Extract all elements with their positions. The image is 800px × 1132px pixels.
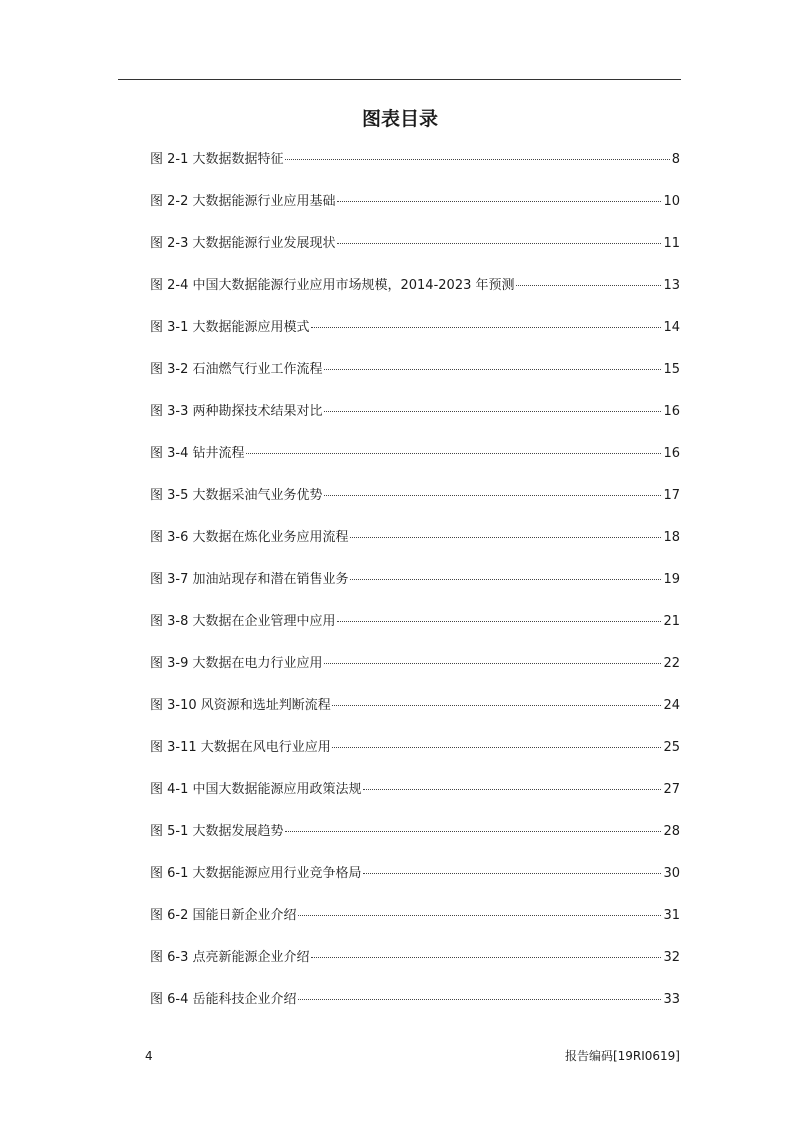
dot-leader: [337, 243, 662, 244]
dot-leader: [311, 327, 662, 328]
toc-entry-label: 图 6-1 大数据能源应用行业竞争格局: [150, 866, 362, 881]
toc-entry-label: 图 3-6 大数据在炼化业务应用流程: [150, 530, 349, 545]
toc-entry-page: 15: [663, 362, 680, 377]
dot-leader: [332, 747, 662, 748]
toc-entry[interactable]: [150, 486, 680, 528]
toc-entry-label: 图 3-8 大数据在企业管理中应用: [150, 614, 336, 629]
toc-entry[interactable]: [150, 780, 680, 822]
toc-entry-label: 图 6-4 岳能科技企业介绍: [150, 992, 297, 1007]
toc-entry[interactable]: [150, 822, 680, 864]
toc-entry[interactable]: [150, 570, 680, 612]
footer-report-code: 报告编码[19RI0619]: [564, 1049, 680, 1063]
dot-leader: [337, 621, 662, 622]
toc-entry-label: 图 3-10 风资源和选址判断流程: [150, 698, 331, 713]
page-title: 图表目录: [361, 108, 438, 130]
toc-entry-label: 图 3-1 大数据能源应用模式: [150, 320, 310, 335]
toc-entry-page: 17: [663, 488, 680, 503]
toc-entry[interactable]: [150, 402, 680, 444]
toc-entry-page: 22: [663, 656, 680, 671]
toc-entry-label: 图 3-9 大数据在电力行业应用: [150, 656, 323, 671]
toc-entry-page: 16: [663, 404, 680, 419]
toc-entry[interactable]: [150, 150, 680, 192]
toc-entry[interactable]: [150, 864, 680, 906]
toc-entry-page: 10: [663, 194, 680, 209]
dot-leader: [324, 663, 662, 664]
toc-entry[interactable]: [150, 276, 680, 318]
header-rule: [118, 79, 681, 80]
toc-entry-page: 11: [663, 236, 680, 251]
toc-entry-label: 图 3-4 钻井流程: [150, 446, 245, 461]
toc-entry-label: 图 6-3 点亮新能源企业介绍: [150, 950, 310, 965]
toc-entry-page: 13: [663, 278, 680, 293]
dot-leader: [324, 411, 662, 412]
toc-entry-page: 8: [671, 152, 680, 167]
toc-entry-page: 19: [663, 572, 680, 587]
toc-entry[interactable]: [150, 948, 680, 990]
dot-leader: [285, 159, 670, 160]
dot-leader: [298, 999, 662, 1000]
dot-leader: [324, 369, 662, 370]
dot-leader: [350, 579, 662, 580]
toc-entry[interactable]: [150, 696, 680, 738]
dot-leader: [350, 537, 662, 538]
toc-entry-label: 图 2-4 中国大数据能源行业应用市场规模，2014-2023 年预测: [150, 278, 515, 293]
toc-entry-page: 14: [663, 320, 680, 335]
dot-leader: [246, 453, 662, 454]
dot-leader: [324, 495, 662, 496]
toc-entry[interactable]: [150, 318, 680, 360]
toc-entry[interactable]: [150, 444, 680, 486]
toc-entry-page: 18: [663, 530, 680, 545]
toc-entry[interactable]: [150, 612, 680, 654]
toc-entry-label: 图 3-7 加油站现存和潜在销售业务: [150, 572, 349, 587]
toc-entry-page: 30: [663, 866, 680, 881]
toc-entry-label: 图 6-2 国能日新企业介绍: [150, 908, 297, 923]
dot-leader: [311, 957, 662, 958]
dot-leader: [363, 873, 662, 874]
dot-leader: [516, 285, 662, 286]
toc-entry-page: 16: [663, 446, 680, 461]
toc-entry[interactable]: [150, 654, 680, 696]
toc-entry-label: 图 5-1 大数据发展趋势: [150, 824, 284, 839]
dot-leader: [363, 789, 662, 790]
toc-entry-label: 图 2-3 大数据能源行业发展现状: [150, 236, 336, 251]
toc-entry[interactable]: [150, 234, 680, 276]
toc-entry-label: 图 3-2 石油燃气行业工作流程: [150, 362, 323, 377]
dot-leader: [332, 705, 662, 706]
toc-entry-page: 24: [663, 698, 680, 713]
toc-entry-label: 图 3-3 两种勘探技术结果对比: [150, 404, 323, 419]
toc-entry-page: 27: [663, 782, 680, 797]
dot-leader: [285, 831, 662, 832]
toc-entry[interactable]: [150, 990, 680, 1032]
dot-leader: [337, 201, 662, 202]
toc-entry[interactable]: [150, 192, 680, 234]
toc-entry-label: 图 2-1 大数据数据特征: [150, 152, 284, 167]
toc-entry-label: 图 3-11 大数据在风电行业应用: [150, 740, 331, 755]
toc-entry-page: 31: [663, 908, 680, 923]
figure-list: [150, 150, 680, 1032]
toc-entry[interactable]: [150, 528, 680, 570]
dot-leader: [298, 915, 662, 916]
toc-entry-page: 33: [663, 992, 680, 1007]
toc-entry-page: 28: [663, 824, 680, 839]
toc-entry[interactable]: [150, 738, 680, 780]
toc-entry-page: 25: [663, 740, 680, 755]
toc-entry-page: 21: [663, 614, 680, 629]
toc-entry[interactable]: [150, 360, 680, 402]
toc-entry-label: 图 3-5 大数据采油气业务优势: [150, 488, 323, 503]
toc-entry-page: 32: [663, 950, 680, 965]
toc-entry-label: 图 4-1 中国大数据能源应用政策法规: [150, 782, 362, 797]
toc-entry-label: 图 2-2 大数据能源行业应用基础: [150, 194, 336, 209]
footer-page-number: 4: [145, 1049, 153, 1063]
toc-entry[interactable]: [150, 906, 680, 948]
